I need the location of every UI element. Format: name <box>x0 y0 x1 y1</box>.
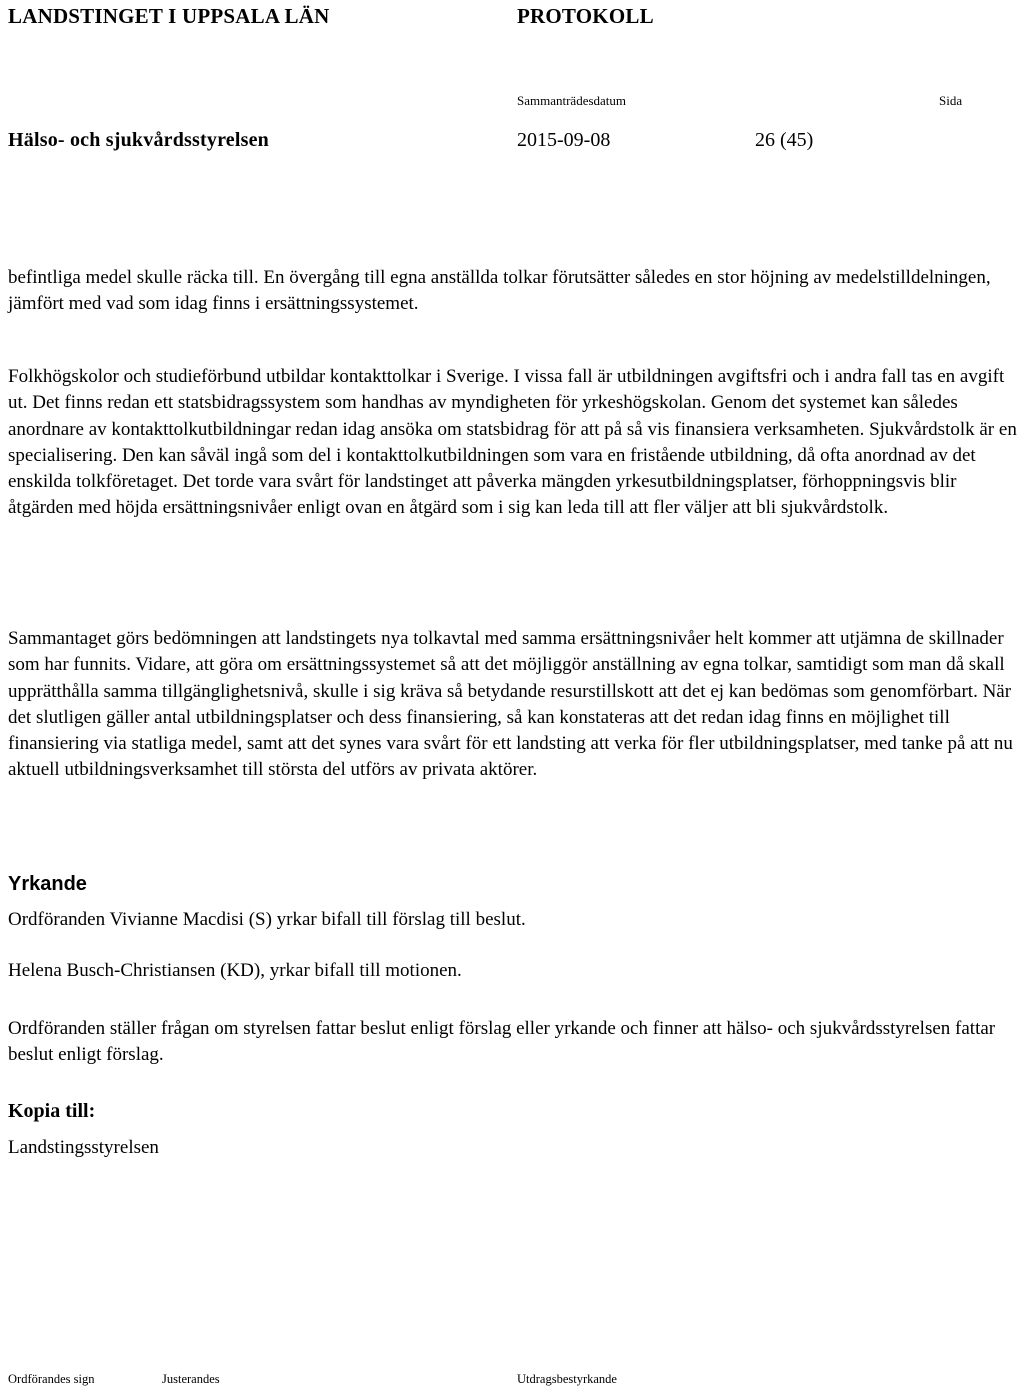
paragraph-3: Sammantaget görs bedömningen att landstingets nya tolkavtal med samma ersättningsnivåer helt kommer att utjämna de skillnader som har funnits. Vidare, att göra om ersättningssystemet så att det möjliggör anställning av egna tolkar, samtidigt som man då skall upprätthålla samma tillgänglighetsnivå, skulle i sig kräva så betydande resurstillskott att det ej kan bedömas som genomförbart. När det slutligen gäller antal utbildningsplatser och dess finansiering, så kan konstateras att det redan idag finns en möjlighet till finansiering via statliga medel, samt att det synes vara svårt för ett landsting att verka för fler utbildningsplatser, med tanke på att nu aktuell utbildningsverksamhet till största del utförs av privata aktörer. <box>8 628 1013 781</box>
organization-name: LANDSTINGET I UPPSALA LÄN <box>8 4 330 28</box>
copy-to-heading: Kopia till: <box>8 1100 96 1122</box>
page-label: Sida <box>939 93 963 108</box>
page-number: 26 (45) <box>755 129 814 151</box>
meeting-date: 2015-09-08 <box>517 129 611 151</box>
yrkande-heading: Yrkande <box>8 873 87 895</box>
footer-adjusters: Justerandes <box>162 1372 220 1386</box>
footer-certification: Utdragsbestyrkande <box>517 1372 617 1386</box>
document-type: PROTOKOLL <box>517 4 654 28</box>
yrkande-statement-2: Helena Busch-Christiansen (KD), yrkar bifall till motionen. <box>8 960 462 981</box>
date-label: Sammanträdesdatum <box>517 93 627 108</box>
footer-chair-sign: Ordförandes sign <box>8 1372 95 1386</box>
committee-name: Hälso- och sjukvårdsstyrelsen <box>8 129 270 151</box>
paragraph-1: befintliga medel skulle räcka till. En övergång till egna anställda tolkar förutsätter således en stor höjning av medelstilldelningen, jämfört med vad som idag finns i ersättningssystemet. <box>8 267 991 315</box>
copy-to-recipient: Landstingsstyrelsen <box>8 1137 159 1158</box>
yrkande-statement-3: Ordföranden ställer frågan om styrelsen fattar beslut enligt förslag eller yrkande och finner att hälso- och sjukvårdsstyrelsen fattar beslut enligt förslag. <box>8 1018 996 1066</box>
yrkande-statement-1: Ordföranden Vivianne Macdisi (S) yrkar bifall till förslag till beslut. <box>8 909 526 930</box>
paragraph-2: Folkhögskolor och studieförbund utbildar kontakttolkar i Sverige. I vissa fall är utbildningen avgiftsfri och i andra fall tas en avgift ut. Det finns redan ett statsbidragssystem som handhas av myndigheten för yrkeshögskolan. Genom det systemet kan således anordnare av kontakttolkutbildningar redan idag ansöka om statsbidrag för att på så vis finansiera verksamheten. Sjukvårdstolk är en specialisering. Den kan såväl ingå som del i kontakttolkutbildningen som vara en fristående utbildning, då ofta anordnad av det enskilda tolkföretaget. Det torde vara svårt för landstinget att påverka mängden yrkesutbildningsplatser, förhoppningsvis blir åtgärden med höjda ersättningsnivåer enligt ovan en åtgärd som i sig kan leda till att fler väljer att bli sjukvårdstolk. <box>8 366 1017 519</box>
